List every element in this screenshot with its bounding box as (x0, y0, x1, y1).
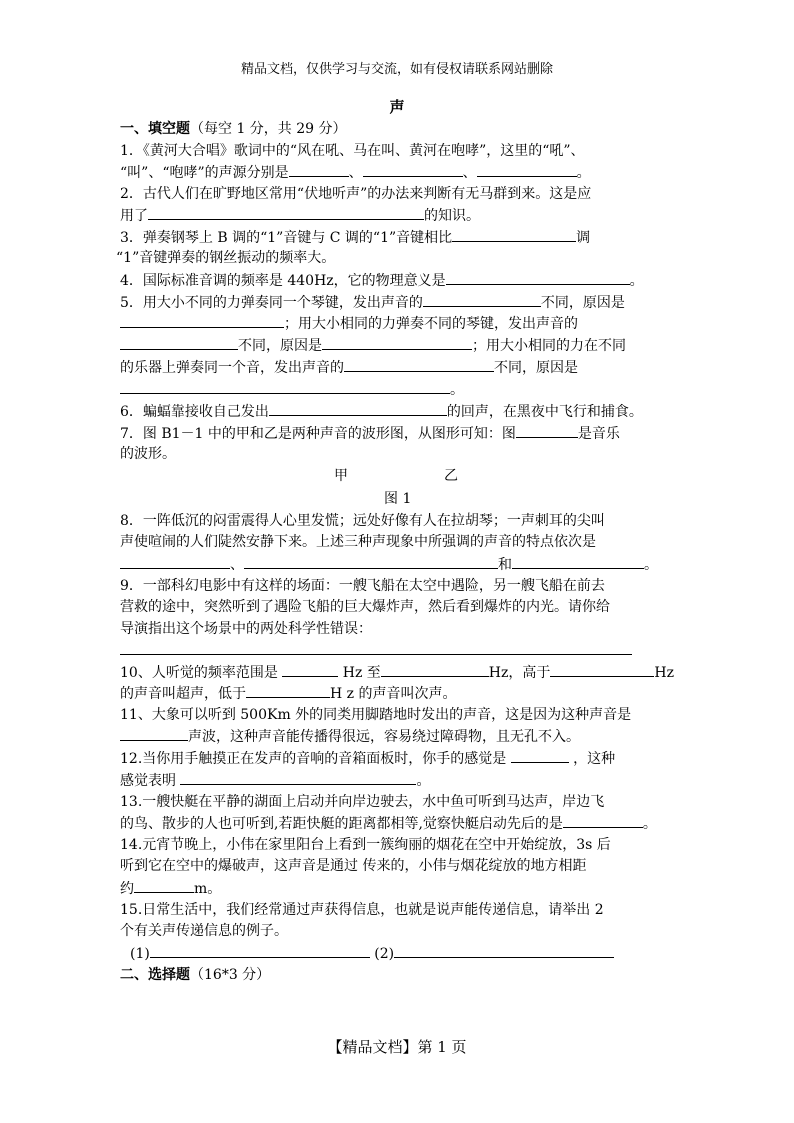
q9-answer-line (120, 654, 632, 655)
doc-title: 声 (389, 98, 405, 116)
q15-line1: 15.日常生活中，我们经常通过声获得信息，也就是说声能传递信息，请举出 2 (120, 902, 604, 918)
figure-label-yi: 乙 (444, 468, 458, 484)
q4-line: 4．国际标准音调的频率是 440Hz，它的物理意义是 。 (120, 270, 644, 292)
q15-answers: (1) (2) (130, 943, 614, 965)
q12-line2: 感觉表明 。 (120, 770, 430, 792)
q12-line1: 12.当你用手触摸正在发声的音响的音箱面板时，你手的感觉是 ，这种 (120, 748, 615, 770)
q11-line1: 11、大象可以听到 500Km 外的同类用脚踏地时发出的声音，这是因为这种声音是 (120, 707, 632, 723)
q14-line3: 约 m。 (120, 878, 221, 900)
q13-line1: 13.一艘快艇在平静的湖面上启动并向岸边驶去，水中鱼可听到马达声，岸边飞 (120, 794, 605, 810)
page-header: 精品文档，仅供学习与交流，如有侵权请联系网站删除 (240, 62, 553, 77)
q10-line2: 的声音叫超声，低于 H z 的声音叫次声。 (120, 683, 457, 705)
q5-line1: 5．用大小不同的力弹奏同一个琴键，发出声音的 不同，原因是 (120, 292, 625, 314)
q2-line2: 用了 的知识。 (120, 205, 480, 227)
q5-line3: 不同，原因是 ；用大小相同的力在不同 (120, 335, 626, 357)
q5-line4: 的乐器上弹奏同一个音，发出声音的 不同，原因是 (120, 357, 578, 379)
q14-line1: 14.元宵节晚上，小伟在家里阳台上看到一簇绚丽的烟花在空中开始绽放，3s 后 (120, 837, 611, 853)
q1-line1: 1．《黄河大合唱》歌词中的“风在吼、马在叫、黄河在咆哮”，这里的“吼”、 (120, 143, 585, 159)
q2-line1: 2．古代人们在旷野地区常用“伏地听声”的办法来判断有无马群到来。这是应 (120, 186, 592, 202)
q11-line2: 声波，这种声音能传播得很远，容易绕过障碍物，且无孔不入。 (120, 726, 580, 748)
q7-line1: 7．图 B1－1 中的甲和乙是两种声音的波形图，从图形可知：图 是音乐 (120, 423, 620, 445)
q3-line2: “1”音键弹奏的钢丝振动的频率大。 (116, 250, 336, 266)
q8-line1: 8．一阵低沉的闷雷震得人心里发慌；远处好像有人在拉胡琴；一声刺耳的尖叫 (120, 513, 605, 529)
q5-line2: ；用大小相同的力弹奏不同的琴键，发出声音的 (120, 313, 578, 335)
q1-line2: “叫”、“咆哮”的声源分别是 、 、 。 (120, 162, 591, 184)
q5-line5: 。 (120, 379, 464, 401)
q14-line2: 听到它在空中的爆破声，这声音是通过 传来的，小伟与烟花绽放的地方相距 (120, 858, 587, 874)
q9-line2: 营救的途中，突然听到了遇险飞船的巨大爆炸声，然后看到爆炸的内光。请你给 (120, 599, 610, 615)
q8-line2: 声使喧闹的人们陡然安静下来。上述三种声现象中所强调的声音的特点依次是 (120, 534, 596, 550)
q3-line1: 3．弹奏钢琴上 B 调的“1”音键与 C 调的“1”音键相比 调 (120, 227, 590, 249)
q13-line2: 的鸟、散步的人也可听到,若距快艇的距离都相等,觉察快艇启动先后的是 。 (120, 813, 657, 835)
section1-heading: 一、填空题（每空 1 分，共 29 分） (120, 121, 347, 137)
q9-line1: 9．一部科幻电影中有这样的场面：一艘飞船在太空中遇险，另一艘飞船在前去 (120, 578, 605, 594)
q15-line2: 个有关声传递信息的例子。 (120, 923, 288, 939)
q7-line2: 的波形。 (120, 446, 176, 462)
figure-label-jia: 甲 (334, 468, 348, 484)
page-footer: 【精品文档】第 1 页 (327, 1038, 467, 1056)
q6-line: 6．蝙蝠靠接收自己发出 的回声，在黑夜中飞行和捕食。 (120, 401, 643, 423)
section2-heading: 二、选择题（16*3 分） (120, 967, 271, 983)
q9-line3: 导演指出这个场景中的两处科学性错误： (120, 621, 372, 637)
figure-caption: 图 1 (384, 491, 412, 507)
q8-line3: 、 和 。 (120, 554, 658, 576)
q10-line1: 10、人听觉的频率范围是 Hz 至 Hz，高于 Hz (120, 662, 674, 684)
